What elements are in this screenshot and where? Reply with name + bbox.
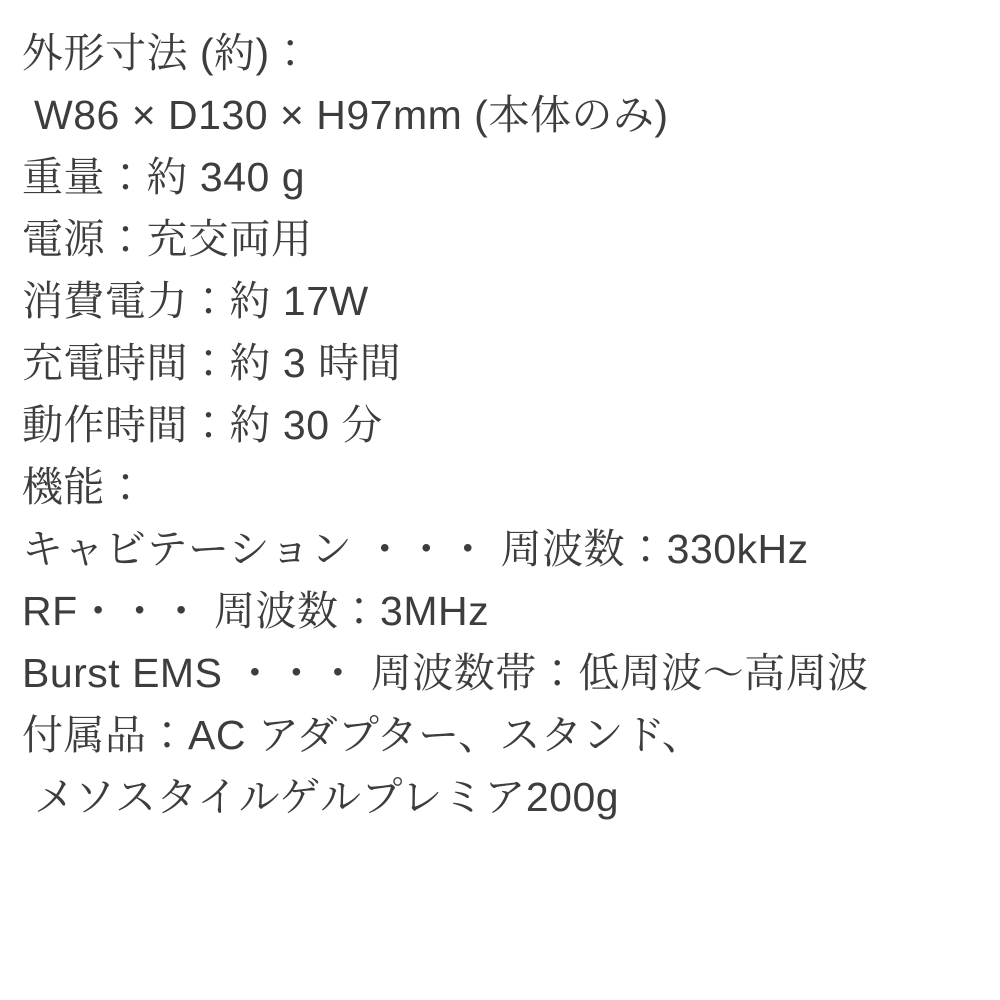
spec-line: 外形寸法 (約)： [22, 30, 312, 76]
spec-line: 充電時間：約 3 時間 [22, 340, 402, 386]
spec-line: 動作時間：約 30 分 [22, 402, 383, 448]
spec-line: RF・・・ 周波数：3MHz [22, 588, 490, 634]
spec-line: Burst EMS ・・・ 周波数帯：低周波〜高周波 [22, 650, 869, 696]
spec-line: 機能： [22, 464, 147, 510]
spec-line: W86 × D130 × H97mm (本体のみ) [34, 92, 669, 138]
spec-line: 消費電力：約 17W [22, 278, 369, 324]
spec-line: 付属品：AC アダプター、スタンド、 [22, 712, 704, 758]
spec-line: キャビテーション ・・・ 周波数：330kHz [22, 526, 809, 572]
spec-line: 電源：充交両用 [22, 216, 313, 262]
spec-line: 重量：約 340 g [22, 154, 305, 200]
spec-line: メソスタイルゲルプレミア200g [34, 774, 620, 820]
